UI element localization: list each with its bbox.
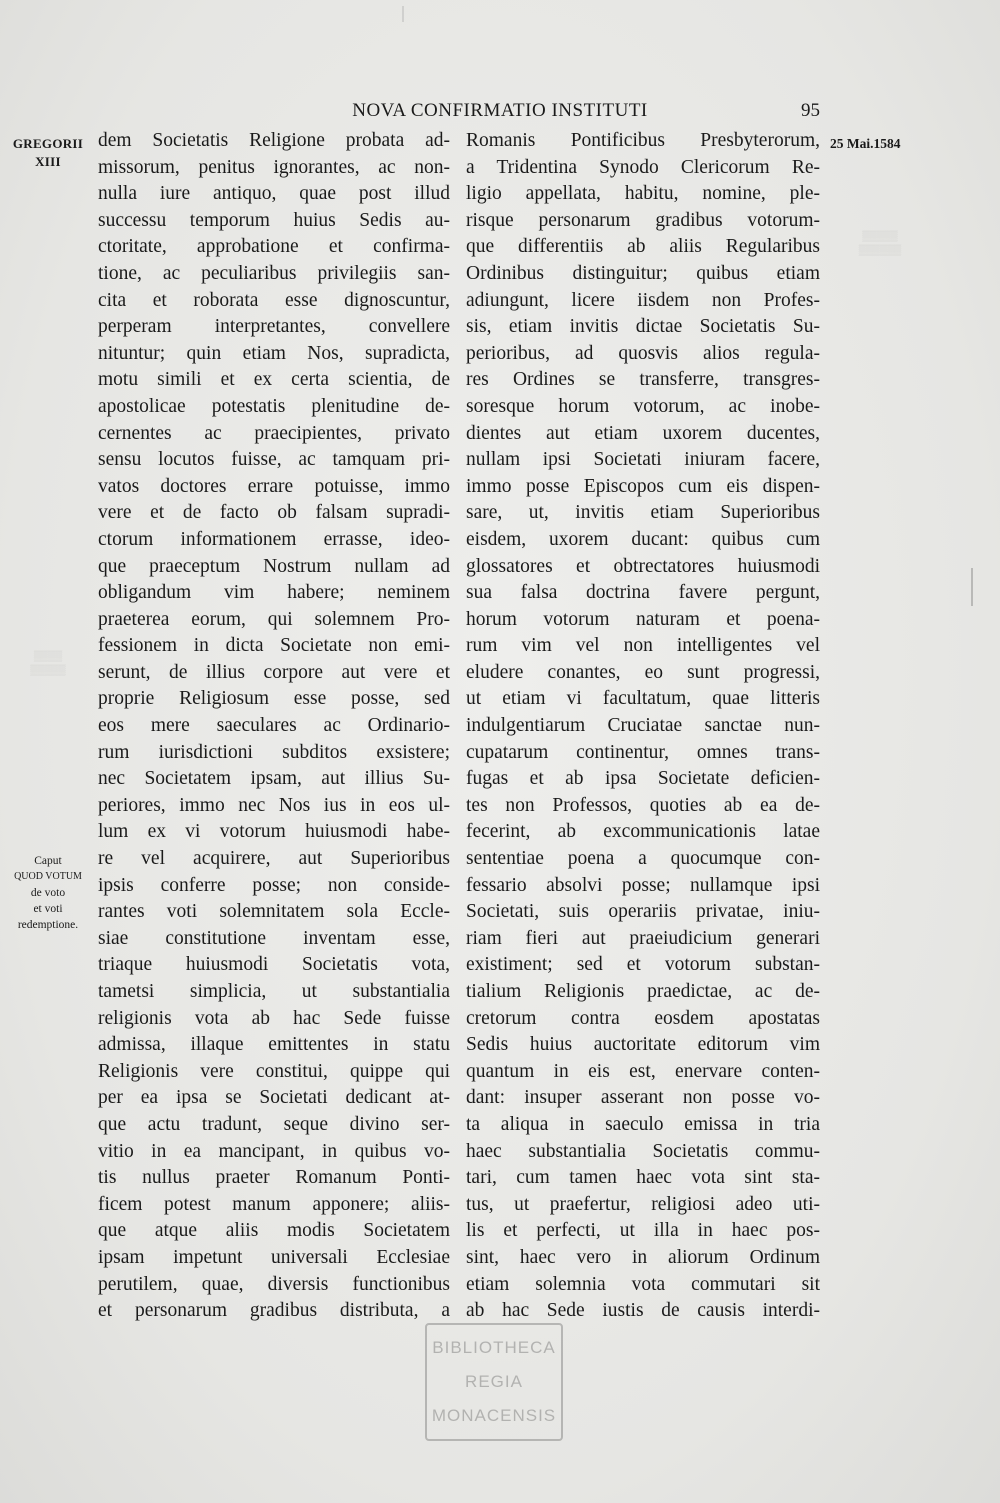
margin-author xyxy=(6,133,90,173)
text-line: quantum in eis est, enervare conten- xyxy=(466,1060,820,1082)
text-line: Societati, suis operariis privatae, iniu- xyxy=(466,901,820,923)
text-line: glossatores et obtrectatores huiusmodi xyxy=(466,555,820,577)
text-line: siae constitutione inventam esse, xyxy=(98,927,450,949)
text-line: ta aliqua in saeculo emissa in tria xyxy=(466,1113,820,1135)
bleed-through-text-right: ▒▒▒▒▒ ▒▒▒▒▒▒ xyxy=(858,231,902,256)
text-column-right xyxy=(466,128,820,1325)
text-line: Religionis vere constitui, quippe qui xyxy=(98,1060,450,1082)
text-line: eludere conantes, eo sunt progressi, xyxy=(466,661,820,683)
text-line: tialium Religionis praedictae, ac de- xyxy=(466,981,820,1002)
text-line: fugas et ab ipsa Societate deficien- xyxy=(466,768,820,790)
text-line: sis, etiam invitis dictae Societatis Su- xyxy=(466,316,820,338)
running-header-title: NOVA CONFIRMATIO INSTITUTI xyxy=(352,100,648,121)
text-line: fessionem in dicta Societate non emi- xyxy=(98,635,450,657)
text-line: immo posse Episcopos cum eis dispen- xyxy=(466,475,820,497)
text-line: vatos doctores errare potuisse, immo xyxy=(98,475,450,497)
text-line: que actu tradunt, seque divino ser- xyxy=(98,1113,450,1135)
text-line: Ordinibus distinguitur; quibus etiam xyxy=(466,262,820,284)
text-line: nulla iure antiquo, quae post illud xyxy=(98,183,450,205)
text-line: missorum, penitus ignorantes, ac non- xyxy=(98,156,450,178)
text-line: apostolicae potestatis plenitudine de- xyxy=(98,395,450,417)
text-line: lum ex vi votorum huiusmodi habe- xyxy=(98,821,450,843)
text-line: cita et roborata esse dignoscuntur, xyxy=(98,289,450,311)
bleed-through-text-left: ▒▒▒▒ ▒▒▒▒▒ xyxy=(30,651,66,676)
text-line: tes non Professos, quoties ab ea de- xyxy=(466,794,820,816)
text-line: praeterea eorum, qui solemnem Pro- xyxy=(98,608,450,630)
text-line: tametsi simplicia, ut substantialia xyxy=(98,981,450,1002)
text-line: rantes voti solemnitatem sola Eccle- xyxy=(98,901,450,923)
text-line: tione, ac peculiaribus privilegiis san- xyxy=(98,262,450,284)
text-line: indulgentiarum Cruciatae sanctae nun- xyxy=(466,715,820,737)
text-line: obligandum vim habere; neminem xyxy=(98,582,450,604)
text-line: horum votorum naturam et poena- xyxy=(466,608,820,630)
text-line: haec substantialia Societatis commu- xyxy=(466,1140,820,1162)
text-line: dant: insuper asserant non posse vo- xyxy=(466,1087,820,1109)
margin-sidenote xyxy=(0,853,96,933)
text-line: adiungunt, licere iisdem non Profes- xyxy=(466,289,820,311)
text-line: sare, ut, invitis etiam Superioribus xyxy=(466,502,820,524)
text-line: rum iurisdictioni subditos exsistere; xyxy=(98,741,450,763)
text-column-left xyxy=(98,128,450,1325)
margin-author-line1: GREGORII xyxy=(12,136,84,151)
text-line: lis et perfecti, ut illa in haec pos- xyxy=(466,1220,820,1242)
text-line: sensu locutos fuisse, ac tamquam pri- xyxy=(98,449,450,471)
text-line: ipsis conferre posse; non conside- xyxy=(98,874,450,896)
text-line: periores, immo nec Nos ius in eos ul- xyxy=(98,794,450,816)
library-stamp xyxy=(425,1323,563,1441)
text-line: dem Societatis Religione probata ad- xyxy=(98,130,450,151)
text-line: que differentiis ab aliis Regularibus xyxy=(466,236,820,258)
text-line: nec Societatem ipsam, aut illius Su- xyxy=(98,768,450,790)
text-line: ctorum informationem errasse, ideo- xyxy=(98,528,450,550)
text-line: cernentes ac praecipientes, privato xyxy=(98,422,450,444)
text-line: religionis vota ab hac Sede fuisse xyxy=(98,1007,450,1029)
sidenote-line2: QUOD VOTUM xyxy=(14,871,82,882)
text-line: que atque aliis modis Societatem xyxy=(98,1220,450,1242)
stamp-line1: BIBLIOTHECA xyxy=(432,1338,556,1357)
text-line: riam fieri aut praeiudicium generari xyxy=(466,927,820,949)
text-line: que praeceptum Nostrum nullam ad xyxy=(98,555,450,577)
text-line: sententiae poena a quocumque con- xyxy=(466,848,820,870)
text-line: fecerint, ab excommunicationis latae xyxy=(466,821,820,843)
text-line: fessario absolvi posse; nullamque ipsi xyxy=(466,874,820,896)
text-line: etiam solemnia vota commutari sit xyxy=(466,1273,820,1295)
text-line: tari, cum tamen haec vota sint sta- xyxy=(466,1167,820,1189)
text-line: admissa, illaque emittentes in statu xyxy=(98,1034,450,1056)
sidenote-line4: et voti xyxy=(33,903,63,915)
text-line: risque personarum gradibus votorum- xyxy=(466,209,820,231)
text-line: res Ordines se transferre, transgres- xyxy=(466,369,820,391)
text-line: et personarum gradibus distributa, a xyxy=(98,1300,450,1322)
text-line: ut etiam vi facultatum, quae litteris xyxy=(466,688,820,710)
text-line: sint, haec vero in aliorum Ordinum xyxy=(466,1246,820,1268)
text-line: Romanis Pontificibus Presbyterorum, xyxy=(466,130,820,151)
text-line: nullam ipsi Societati iniuram facere, xyxy=(466,449,820,471)
text-line: eos mere saeculares ac Ordinario- xyxy=(98,715,450,737)
text-line: ab hac Sede iustis de causis interdi- xyxy=(466,1300,820,1322)
sidenote-line5: redemptione. xyxy=(17,919,79,931)
text-line: perperam interpretantes, convellere xyxy=(98,316,450,338)
text-line: successu temporum huius Sedis au- xyxy=(98,209,450,231)
text-line: perioribus, ad quosvis alios regula- xyxy=(466,342,820,364)
stamp-line2: REGIA xyxy=(465,1372,523,1391)
text-line: ficem potest manum apponere; aliis- xyxy=(98,1193,450,1215)
text-line: re vel acquirere, aut Superioribus xyxy=(98,848,450,870)
page-mark xyxy=(971,568,973,606)
text-line: serunt, de illius corpore aut vere et xyxy=(98,661,450,683)
text-line: cretorum contra eosdem apostatas xyxy=(466,1007,820,1029)
margin-date: 25 Mai.1584 xyxy=(830,136,901,151)
text-line: vere et de facto ob falsam supradi- xyxy=(98,502,450,524)
page-mark-top xyxy=(402,6,404,22)
text-line: nituntur; quin etiam Nos, supradicta, xyxy=(98,342,450,364)
text-line: vitio in ea mancipant, in quibus vo- xyxy=(98,1140,450,1162)
margin-author-line2: XIII xyxy=(35,154,61,169)
text-line: rum vim vel non intelligentes vel xyxy=(466,635,820,657)
text-line: Sedis huius auctoritate editorum vim xyxy=(466,1034,820,1056)
text-line: triaque huiusmodi Societatis vota, xyxy=(98,954,450,976)
text-line: a Tridentina Synodo Clericorum Re- xyxy=(466,156,820,178)
text-line: existiment; sed et votorum substan- xyxy=(466,954,820,976)
text-line: perutilem, quae, diversis functionibus xyxy=(98,1273,450,1295)
stamp-line3: MONACENSIS xyxy=(431,1406,557,1425)
sidenote-line1: Caput xyxy=(34,855,62,867)
sidenote-line3: de voto xyxy=(30,887,66,899)
text-line: proprie Religiosum esse posse, sed xyxy=(98,688,450,710)
text-line: eisdem, uxorem ducant: quibus cum xyxy=(466,528,820,550)
text-line: sua falsa doctrina favere pergunt, xyxy=(466,582,820,604)
text-line: ligio appellata, habitu, nomine, ple- xyxy=(466,183,820,205)
text-line: tis nullus praeter Romanum Ponti- xyxy=(98,1167,450,1189)
text-line: cupatarum continentur, omnes trans- xyxy=(466,741,820,763)
text-line: ctoritate, approbatione et confirma- xyxy=(98,236,450,258)
text-line: soresque horum votorum, ac inobe- xyxy=(466,395,820,417)
text-line: tus, ut praefertur, religiosi adeo uti- xyxy=(466,1193,820,1215)
text-line: motu simili et ex certa scientia, de xyxy=(98,369,450,391)
page-number: 95 xyxy=(801,100,820,121)
text-line: per ea ipsa se Societati dedicant at- xyxy=(98,1087,450,1109)
text-line: ipsam impetunt universali Ecclesiae xyxy=(98,1246,450,1268)
text-line: dientes aut etiam uxorem ducentes, xyxy=(466,422,820,444)
